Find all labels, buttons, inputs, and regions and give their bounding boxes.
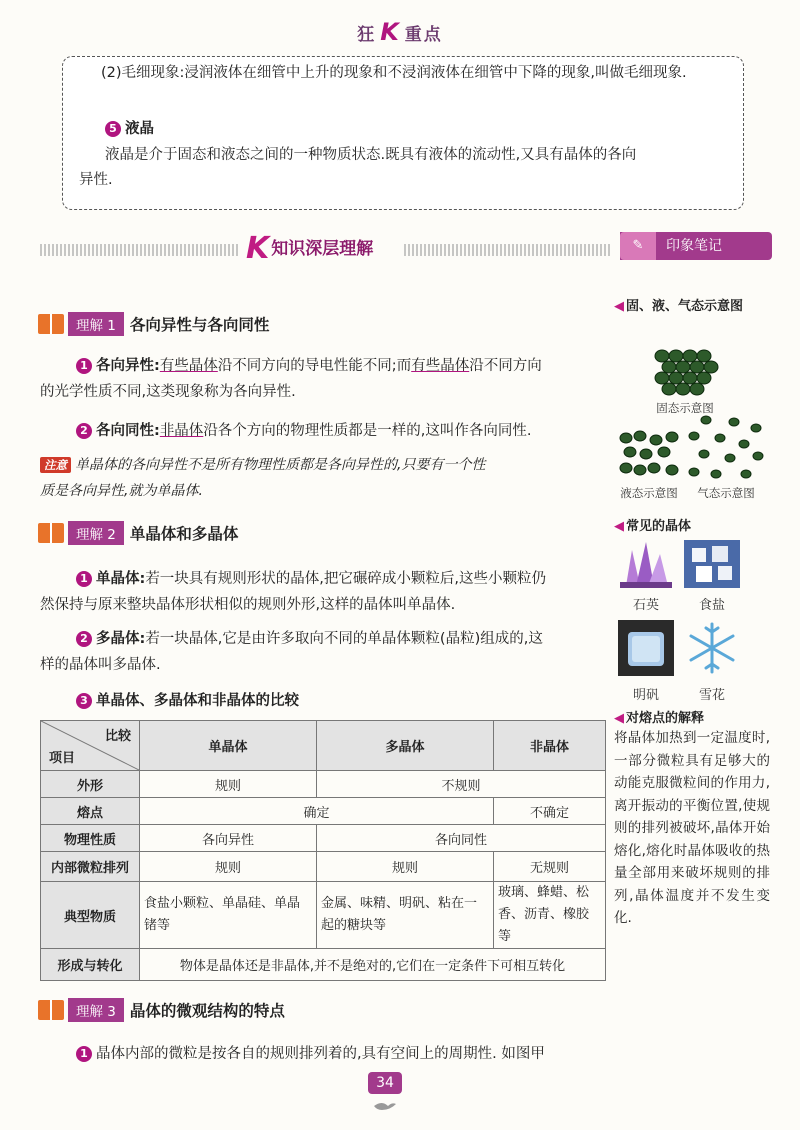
term-label: 多晶体: <box>96 631 146 647</box>
states-title <box>614 296 774 318</box>
header-k-logo: K <box>380 18 401 46</box>
table-row <box>41 771 606 798</box>
table-header-row <box>41 721 606 771</box>
states-title-text: 固、液、气态示意图 <box>626 299 744 314</box>
table-cell: 食盐小颗粒、单晶硅、单晶锗等 <box>140 882 317 949</box>
snow-caption: 雪花 <box>698 688 725 703</box>
table-cell: 各向同性 <box>317 825 606 852</box>
comparison-heading <box>40 688 616 714</box>
quartz-image <box>618 540 674 588</box>
banner-dotted-line-right <box>404 244 610 256</box>
liquid-crystal-heading <box>105 117 154 138</box>
number-badge: 2 <box>76 631 92 647</box>
triangle-icon: ◀ <box>614 299 624 314</box>
capillary-paragraph: (2)毛细现象:浸润液体在细管中上升的现象和不浸润液体在细管中下降的现象,叫做毛细现象. <box>101 65 687 81</box>
notes-banner <box>620 232 772 260</box>
gas-state-diagram <box>686 414 766 482</box>
melting-point-title-text: 对熔点的解释 <box>626 711 705 726</box>
crystals-title <box>614 515 774 534</box>
table-cell: 不规则 <box>317 771 606 798</box>
table-row <box>41 949 606 981</box>
header-polycrystal: 多晶体 <box>317 721 494 771</box>
row-label: 内部微粒排列 <box>41 852 140 882</box>
table-cell: 不确定 <box>494 798 606 825</box>
table-row <box>41 852 606 882</box>
header-prefix: 狂 <box>357 25 377 45</box>
table-cell: 金属、味精、明矾、粘在一起的糖块等 <box>317 882 494 949</box>
liquid-crystal-paragraph-line1: 液晶是介于固态和液态之间的一种物质状态.既具有液体的流动性,又具有晶体的各向 <box>105 147 637 163</box>
text-span: 沿不同方向的导电性能不同;而 <box>217 358 412 374</box>
banner-dotted-line-left <box>40 244 240 256</box>
table-cell: 无规则 <box>494 852 606 882</box>
banner-title-text: 知识深层理解 <box>271 239 374 259</box>
term-label: 各向同性: <box>96 423 160 439</box>
notes-label: 印象笔记 <box>666 238 722 254</box>
liquid-state-diagram <box>618 428 682 482</box>
notes-icon: ✎ <box>620 232 656 260</box>
corner-bottom-label: 项目 <box>49 751 76 766</box>
snowflake-image <box>682 620 742 676</box>
section-title: 各向异性与各向同性 <box>129 316 270 334</box>
crystals-title-text: 常见的晶体 <box>626 519 692 534</box>
section-2-heading <box>38 520 238 546</box>
section-tag: 理解 1 <box>68 312 124 336</box>
table-row <box>41 882 606 949</box>
section-tag: 理解 3 <box>68 998 124 1022</box>
table-row <box>41 798 606 825</box>
text-span: 若一块具有规则形状的晶体,把它碾碎成小颗粒后,这些小颗粒仍 <box>145 571 547 587</box>
section-banner-title <box>246 231 373 266</box>
book-icon <box>38 523 64 543</box>
row-label: 外形 <box>41 771 140 798</box>
text-span: 若一块晶体,它是由许多取向不同的单晶体颗粒(晶粒)组成的,这 <box>145 631 543 647</box>
table-row <box>41 825 606 852</box>
text-span: 单晶体的各向异性不是所有物理性质都是各向异性的,只要有一个性 <box>75 457 486 473</box>
table-cell: 规则 <box>140 771 317 798</box>
table-cell: 规则 <box>140 852 317 882</box>
microstructure-paragraph <box>40 1041 616 1067</box>
table-cell: 确定 <box>140 798 494 825</box>
corner-top-label: 比较 <box>104 729 131 744</box>
quartz-caption: 石英 <box>632 598 659 613</box>
row-label: 熔点 <box>41 798 140 825</box>
section-3-heading <box>38 997 285 1023</box>
table-cell: 各向异性 <box>140 825 317 852</box>
underlined-term: 有些晶体 <box>411 358 470 374</box>
solid-caption: 固态示意图 <box>656 401 714 415</box>
underlined-term: 非晶体 <box>159 423 204 439</box>
number-badge: 1 <box>76 571 92 587</box>
liquid-crystal-paragraph-line2: 异性. <box>79 172 113 188</box>
section-tag: 理解 2 <box>68 521 124 545</box>
row-label: 形成与转化 <box>41 949 140 981</box>
book-icon <box>38 1000 64 1020</box>
number-badge: 1 <box>76 358 92 374</box>
single-crystal-paragraph <box>40 566 608 618</box>
alum-image <box>618 620 674 676</box>
header-single-crystal: 单晶体 <box>140 721 317 771</box>
salt-caption: 食盐 <box>698 598 725 613</box>
header-amorphous: 非晶体 <box>494 721 606 771</box>
salt-image <box>684 540 740 588</box>
book-icon <box>38 314 64 334</box>
note-paragraph <box>40 452 608 504</box>
bird-ornament-icon <box>372 1098 398 1112</box>
table-cell: 物体是晶体还是非晶体,并不是绝对的,它们在一定条件下可相互转化 <box>140 949 606 981</box>
section-title: 单晶体和多晶体 <box>129 525 239 543</box>
alum-caption: 明矾 <box>632 688 659 703</box>
liquid-crystal-title: 液晶 <box>125 121 154 137</box>
number-badge: 5 <box>105 121 121 137</box>
corner-cell <box>41 721 140 771</box>
row-label: 典型物质 <box>41 882 140 949</box>
table-cell: 规则 <box>317 852 494 882</box>
text-line: 质是各向异性,就为单晶体. <box>40 483 203 499</box>
text-span: 晶体内部的微粒是按各自的规则排列着的,具有空间上的周期性. 如图甲 <box>96 1046 545 1062</box>
number-badge: 3 <box>76 693 92 709</box>
section-title: 晶体的微观结构的特点 <box>129 1002 285 1020</box>
banner-k-logo: K <box>246 231 270 266</box>
text-line: 然保持与原来整块晶体形状相似的规则外形,这样的晶体叫单晶体. <box>40 597 456 613</box>
polycrystal-paragraph <box>40 626 608 678</box>
melting-point-title <box>614 707 774 726</box>
text-span: 沿各个方向的物理性质都是一样的,这叫作各向同性. <box>203 423 532 439</box>
triangle-icon: ◀ <box>614 711 624 726</box>
text-line: 样的晶体叫多晶体. <box>40 657 161 673</box>
header-suffix: 重点 <box>404 25 443 45</box>
gas-caption: 气态示意图 <box>697 486 755 500</box>
row-label: 物理性质 <box>41 825 140 852</box>
summary-box <box>62 56 744 210</box>
term-label: 单晶体: <box>96 571 146 587</box>
page-number: 34 <box>368 1072 402 1094</box>
text-line: 的光学性质不同,这类现象称为各向异性. <box>40 384 296 400</box>
triangle-icon: ◀ <box>614 519 624 534</box>
page-header <box>0 18 800 46</box>
underlined-term: 有些晶体 <box>159 358 218 374</box>
table-cell: 玻璃、蜂蜡、松香、沥青、橡胶等 <box>494 882 606 949</box>
section-1-heading <box>38 311 269 337</box>
comparison-title: 单晶体、多晶体和非晶体的比较 <box>96 693 299 709</box>
number-badge: 1 <box>76 1046 92 1062</box>
isotropy-paragraph <box>40 418 616 444</box>
solid-state-diagram <box>650 346 720 398</box>
anisotropy-paragraph <box>40 353 608 405</box>
note-tag: 注意 <box>40 457 71 473</box>
number-badge: 2 <box>76 423 92 439</box>
text-span: 沿不同方向 <box>469 358 542 374</box>
comparison-table <box>40 720 606 981</box>
melting-point-text: 将晶体加热到一定温度时,一部分微粒具有足够大的动能克服微粒间的作用力,离开振动的平衡位置,使规则的排列被破坏,晶体开始熔化,熔化时晶体吸收的热量全部用来破坏规则的排列,晶体温度并不发生变化. <box>614 730 770 926</box>
liquid-caption: 液态示意图 <box>620 486 678 500</box>
term-label: 各向异性: <box>96 358 160 374</box>
